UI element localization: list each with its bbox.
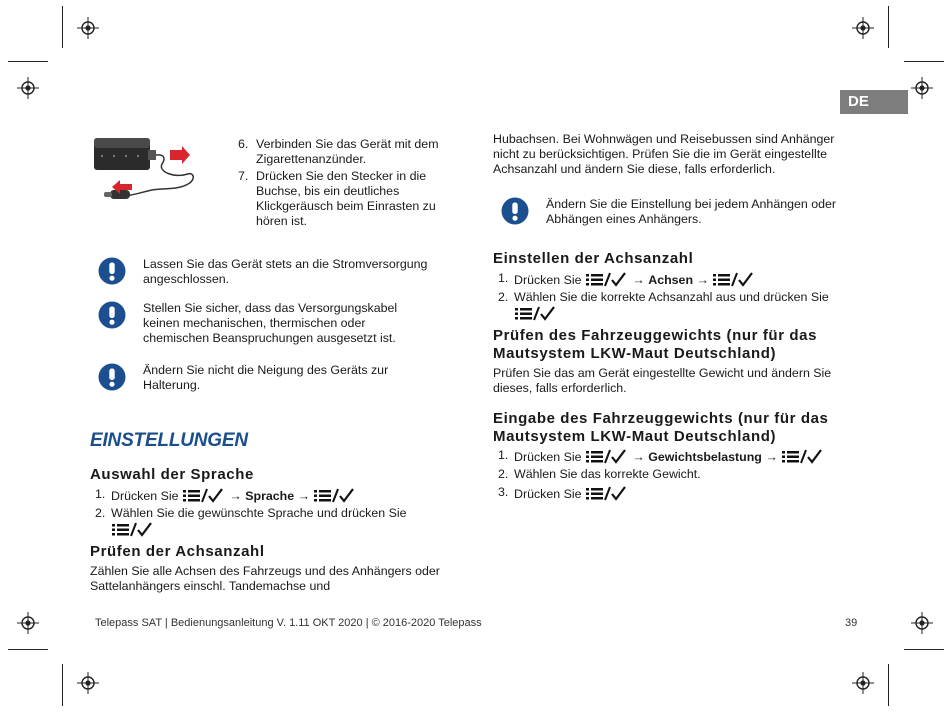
menu-target: Sprache [245,489,295,503]
heading-set-axles: Einstellen der Achsanzahl [493,250,694,267]
notice [98,257,438,297]
list-item [498,485,868,502]
crop-mark [62,664,63,706]
menu-check-icon [514,305,558,321]
registration-mark-icon [17,612,39,634]
registration-mark-icon [17,77,39,99]
notice-text: Lassen Sie das Gerät stets an die Stromversorgung angeschlossen. [143,257,428,286]
list-item [498,448,868,465]
notice-text: Ändern Sie die Einstellung bei jedem Anhängen oder Abhängen eines Anhängers. [546,197,837,226]
step-number: 2. [95,506,106,520]
step-text: Drücken Sie [111,489,179,503]
step-text: Wählen Sie die gewünschte Sprache und drücken Sie [111,506,407,520]
heading-check-axles: Prüfen der Achsanzahl [90,543,265,560]
registration-mark-icon [911,612,933,634]
footer-text: Telepass SAT | Bedienungsanleitung V. 1.11 OKT 2020 | © 2016-2020 Telepass [95,617,482,629]
menu-check-icon [313,487,357,503]
heading-enter-weight: Eingabe des Fahrzeuggewichts (nur für das Mautsystem LKW-Maut Deutschland) [493,410,829,445]
crop-mark [904,649,944,650]
menu-check-icon [585,448,629,464]
menu-check-icon [585,271,629,287]
menu-check-icon [182,487,226,503]
arrow-right-icon: → [229,489,242,503]
arrow-right-icon: → [632,273,645,287]
step-text: Drücken Sie [514,487,582,501]
step-number: 7. [238,169,249,183]
check-axles-continued: Hubachsen. Bei Wohnwägen und Reisebussen sind Anhänger nicht zu berücksichtigen. Prüfen Sie die im Gerät eingestellte Achsanzahl und ändern Sie diese, falls erforderlich. [493,132,835,176]
step-number: 1. [498,448,509,462]
menu-check-icon [111,521,155,537]
exclamation-icon [98,257,126,285]
plug-illustration [92,134,200,206]
list-item [95,487,455,504]
notice [98,301,438,349]
arrow-right-icon: → [297,489,310,503]
step-text: Wählen Sie das korrekte Gewicht. [514,467,701,481]
notice-text: Stellen Sie sicher, dass das Versorgungskabel keinen mechanischen, thermischen oder chemischen Beanspruchungen ausgesetzt ist. [143,301,398,345]
arrow-right-icon: → [632,450,645,464]
registration-mark-icon [77,17,99,39]
menu-target: Gewichtsbelastung [648,450,762,464]
step-text: Drücken Sie den Stecker in die Buchse, bis ein deutliches Klickgeräusch beim Einrasten zu hören ist. [256,169,436,228]
crop-mark [62,6,63,48]
step-number: 6. [238,137,249,151]
section-title: EINSTELLUNGEN [90,430,248,451]
registration-mark-icon [852,17,874,39]
exclamation-icon [501,197,529,225]
crop-mark [8,61,48,62]
list-item [238,169,458,229]
step-text: Verbinden Sie das Gerät mit dem Zigarettenanzünder. [256,137,439,166]
step-number: 2. [498,290,509,304]
menu-check-icon [781,448,825,464]
menu-check-icon [712,271,756,287]
page-number: 39 [845,617,858,629]
registration-mark-icon [911,77,933,99]
list-item [498,467,868,482]
heading-check-weight: Prüfen des Fahrzeuggewichts (nur für das Mautsystem LKW-Maut Deutschland) [493,327,818,362]
step-text: Drücken Sie [514,273,582,287]
check-axles-text: Zählen Sie alle Achsen des Fahrzeugs und des Anhängers oder Sattelanhängers einschl. Tandemachse und [90,564,440,593]
menu-check-icon [585,485,629,501]
list-item [95,506,455,538]
menu-target: Achsen [648,273,694,287]
list-item [498,290,868,322]
arrow-right-icon: → [696,273,709,287]
exclamation-icon [98,363,126,391]
notice [98,363,438,397]
step-number: 2. [498,467,509,481]
check-weight-text: Prüfen Sie das am Gerät eingestellte Gewicht und ändern Sie dieses, falls erforderlich. [493,366,832,395]
language-steps [95,487,455,538]
registration-mark-icon [852,672,874,694]
step-text: Wählen Sie die korrekte Achsanzahl aus und drücken Sie [514,290,829,304]
step-number: 1. [95,487,106,501]
step-number: 1. [498,271,509,285]
step-number: 3. [498,485,509,499]
language-tab: DE [840,90,908,114]
arrow-right-icon: → [765,450,778,464]
crop-mark [888,6,889,48]
crop-mark [8,649,48,650]
list-item [238,137,458,167]
enter-weight-steps [498,448,868,502]
crop-mark [904,61,944,62]
set-axles-steps [498,271,868,322]
registration-mark-icon [77,672,99,694]
notice [501,197,841,231]
heading-language: Auswahl der Sprache [90,466,254,483]
notice-text: Ändern Sie nicht die Neigung des Geräts zur Halterung. [143,363,389,392]
list-item [498,271,868,288]
crop-mark [888,664,889,706]
install-steps [238,137,458,229]
exclamation-icon [98,301,126,329]
step-text: Drücken Sie [514,450,582,464]
